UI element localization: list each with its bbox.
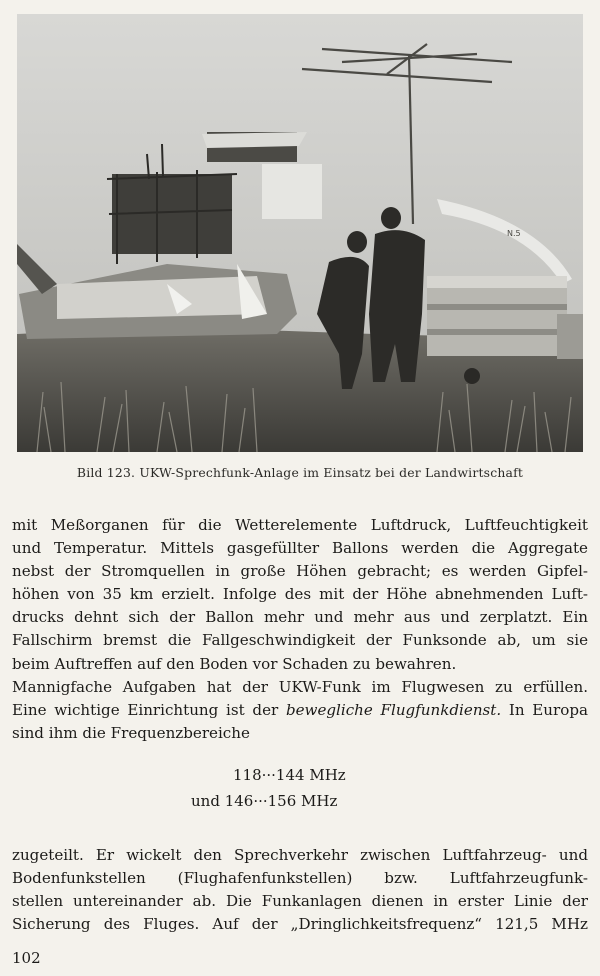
text-line: Sicherung des Fluges. Auf der „Dringlichkeitsfrequenz“ 121,5 MHz: [12, 915, 588, 934]
text-line: sind ihm die Frequenzbereiche: [12, 723, 250, 742]
text-line: nebst der Stromquellen in große Höhen gebracht; es werden Gipfel-: [12, 562, 588, 581]
text-line: stellen untereinander ab. Die Funkanlagen dienen in erster Linie der: [12, 892, 588, 911]
text-segment: In Europa: [501, 700, 588, 719]
text-line: zugeteilt. Er wickelt den Sprechverkehr zwischen Luftfahrzeug- und: [12, 846, 588, 864]
text-segment: Eine wichtige Einrichtung ist der: [12, 700, 286, 719]
frequency-range-2: und 146···156 MHz: [191, 792, 338, 810]
body-paragraph-continued: [12, 844, 588, 936]
text-line: höhen von 35 km erzielt. Infolge des mit der Höhe abnehmenden Luft-: [12, 585, 588, 604]
emphasized-term: bewegliche Flugfunkdienst.: [285, 700, 502, 719]
frequency-range-1: 118···144 MHz: [233, 766, 346, 784]
text-line: Mannigfache Aufgaben hat der UKW-Funk im Flugwesen zu erfüllen.: [12, 677, 588, 696]
text-line-with-emphasis: [12, 699, 588, 722]
figure-caption: Bild 123. UKW-Sprechfunk-Anlage im Einsatz bei der Landwirtschaft: [76, 465, 524, 480]
svg-text:N.5: N.5: [507, 229, 521, 238]
text-line: mit Meßorganen für die Wetterelemente Luftdruck, Luftfeuchtigkeit: [12, 516, 588, 534]
text-line: Fallschirm bremst die Fallgeschwindigkeit der Funksonde ab, um sie: [12, 631, 588, 650]
body-paragraphs: [12, 514, 588, 745]
text-line: Bodenfunkstellen (Flughafenfunkstellen) bzw. Luftfahrzeugfunk-: [12, 869, 588, 888]
page-number: 102: [12, 949, 41, 967]
text-line: drucks dehnt sich der Ballon mehr und mehr aus und zerplatzt. Ein: [12, 608, 588, 627]
text-line: beim Auftreffen auf den Boden vor Schaden zu bewahren.: [12, 654, 457, 673]
text-line: und Temperatur. Mittels gasgefüllter Ballons werden die Aggregate: [12, 539, 588, 558]
photograph-radio-field-use: [17, 14, 583, 452]
